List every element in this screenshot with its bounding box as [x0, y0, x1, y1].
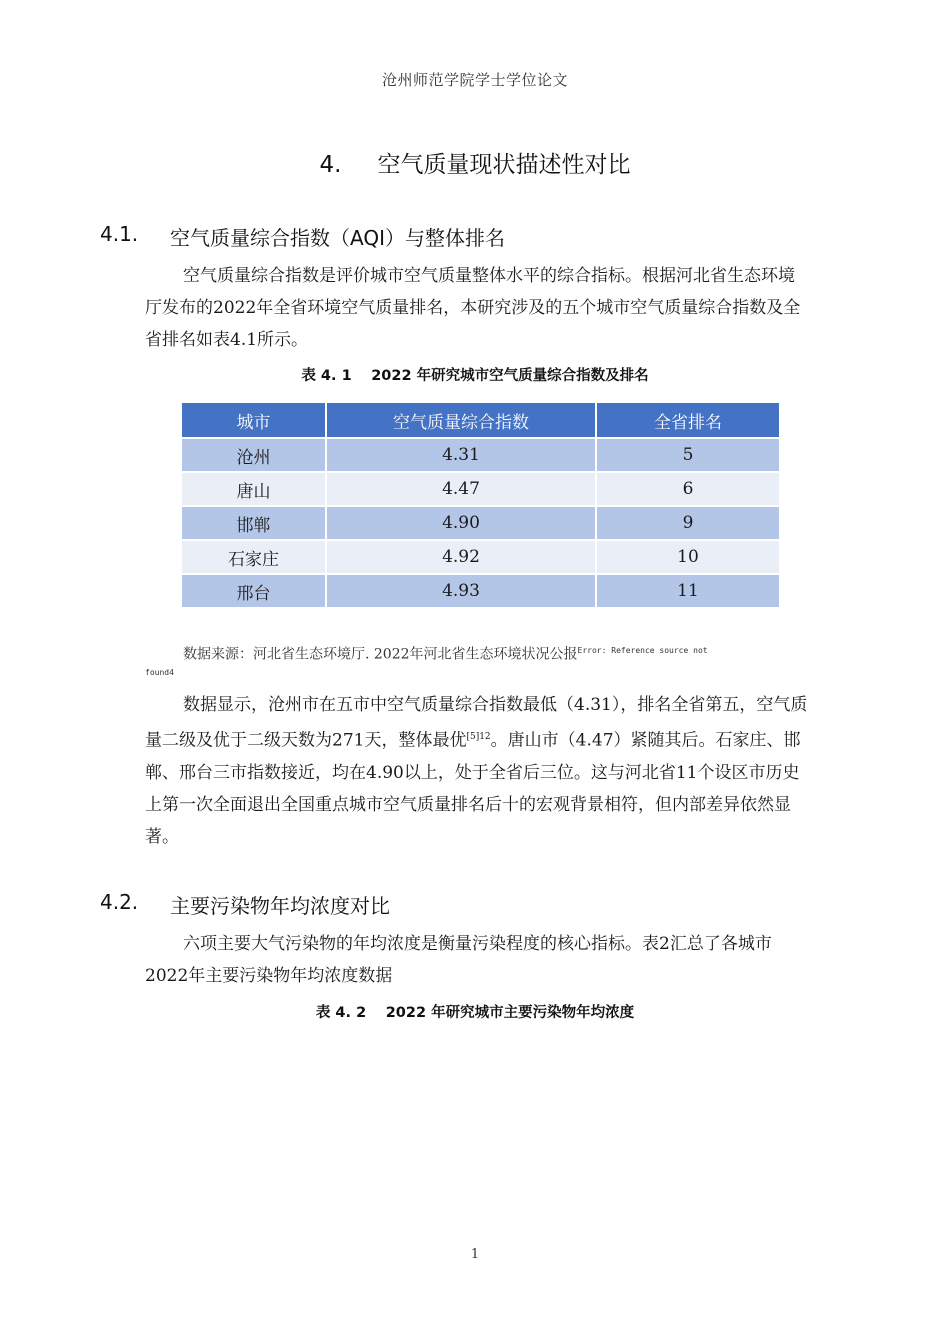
table-row — [181, 506, 780, 540]
section-title: 主要污染物年均浓度对比 — [170, 894, 390, 918]
section-number: 4.2. — [100, 890, 139, 914]
section-heading-4 — [0, 146, 950, 179]
table-caption-4-1: 表 4. 1 2022 年研究城市空气质量综合指数及排名 — [301, 368, 649, 384]
table-row — [181, 540, 780, 574]
city-cell: 石家庄 — [181, 540, 326, 574]
table-row — [181, 574, 780, 608]
analysis-paragraph — [145, 689, 810, 853]
table-caption-4-2: 表 4. 2 2022 年研究城市主要污染物年均浓度 — [315, 1005, 635, 1021]
intro-paragraph-4-1: 空气质量综合指数是评价城市空气质量整体水平的综合指标。根据河北省生态环境厅发布的2022年全省环境空气质量排名，本研究涉及的五个城市空气质量综合指数及全省排名如表4.1所示。 — [145, 266, 801, 350]
table-source-note — [145, 640, 810, 684]
city-cell: 邢台 — [181, 574, 326, 608]
column-header-aqi: 空气质量综合指数 — [326, 402, 596, 438]
source-text: 数据来源：河北省生态环境厅. 2022年河北省生态环境状况公报 — [183, 646, 578, 663]
reference-error: Error: Reference source not — [577, 646, 708, 655]
table-row — [181, 438, 780, 472]
rank-cell: 11 — [596, 574, 780, 608]
rank-cell: 9 — [596, 506, 780, 540]
rank-cell: 5 — [596, 438, 780, 472]
city-cell: 邯郸 — [181, 506, 326, 540]
aqi-cell: 4.31 — [326, 438, 596, 472]
analysis-text-1: 数据显示，沧州市在五市中空气质量综合指数最低（4.31），排名全省第五，空气质量二级及优于二级天数为271天，整体最优 — [145, 695, 808, 751]
aqi-cell: 4.92 — [326, 540, 596, 574]
section-heading-4-2 — [100, 890, 800, 918]
table-header-row — [181, 402, 780, 438]
aqi-cell: 4.93 — [326, 574, 596, 608]
rank-cell: 10 — [596, 540, 780, 574]
aqi-cell: 4.90 — [326, 506, 596, 540]
city-cell: 沧州 — [181, 438, 326, 472]
intro-paragraph-4-2: 六项主要大气污染物的年均浓度是衡量污染程度的核心指标。表2汇总了各城市2022年主要污染物年均浓度数据 — [145, 934, 772, 986]
aqi-cell: 4.47 — [326, 472, 596, 506]
citation: [5]12 — [466, 732, 491, 742]
page-number: 1 — [470, 1247, 480, 1262]
column-header-city: 城市 — [181, 402, 326, 438]
column-header-rank: 全省排名 — [596, 402, 780, 438]
rank-cell: 6 — [596, 472, 780, 506]
reference-error-tail: found4 — [145, 667, 174, 677]
analysis-text-2: 。唐山市（4.47）紧随其后。石家庄、邯郸、邢台三市指数接近，均在4.90以上，处于全省后三位。这与河北省11个设区市历史上第一次全面退出全国重点城市空气质量排名后十的宏观背景相符，但内部差异依然显著。 — [145, 730, 801, 847]
section-title: 空气质量现状描述性对比 — [377, 152, 631, 178]
section-number: 4. — [319, 152, 342, 178]
section-title: 空气质量综合指数（AQI）与整体排名 — [170, 226, 505, 250]
table-row — [181, 472, 780, 506]
city-cell: 唐山 — [181, 472, 326, 506]
page-header: 沧州师范学院学士学位论文 — [381, 71, 568, 89]
section-heading-4-1 — [100, 222, 800, 250]
aqi-table — [180, 401, 781, 609]
section-number: 4.1. — [100, 222, 139, 246]
